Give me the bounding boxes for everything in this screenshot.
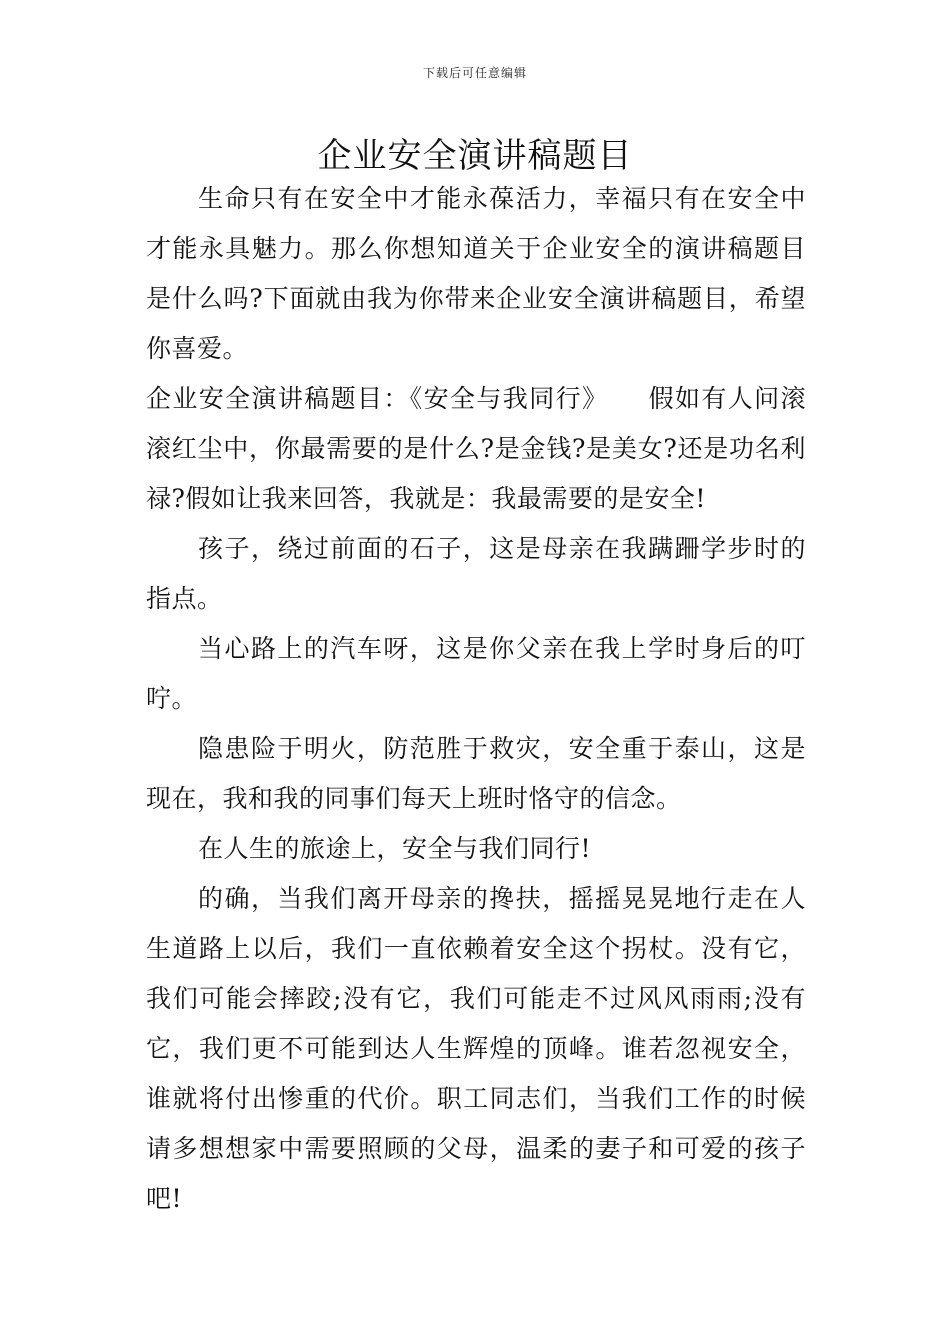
document-body — [146, 174, 806, 1224]
paragraph-subtitle: 企业安全演讲稿题目：《安全与我同行》 假如有人问滚滚红尘中，你最需要的是什么?是金钱?是美女?还是功名利禄?假如让我来回答，我就是：我最需要的是安全! — [146, 384, 806, 513]
paragraph-belief: 隐患险于明火，防范胜于救灾，安全重于泰山，这是现在，我和我的同事们每天上班时恪守的信念。 — [146, 734, 806, 813]
paragraph-father: 当心路上的汽车呀，这是你父亲在我上学时身后的叮咛。 — [146, 634, 806, 713]
paragraph-intro: 生命只有在安全中才能永葆活力，幸福只有在安全中才能永具魅力。那么你想知道关于企业安全的演讲稿题目是什么吗?下面就由我为你带来企业安全演讲稿题目，希望你喜爱。 — [146, 184, 806, 363]
paragraph-journey: 在人生的旅途上，安全与我们同行! — [198, 834, 592, 863]
paragraph-mother: 孩子，绕过前面的石子，这是母亲在我蹒跚学步时的指点。 — [146, 534, 806, 613]
document-title: 企业安全演讲稿题目 — [317, 136, 633, 176]
paragraph-reliance: 的确，当我们离开母亲的搀扶，摇摇晃晃地行走在人生道路上以后，我们一直依赖着安全这个拐杖。没有它，我们可能会摔跤;没有它，我们可能走不过风风雨雨;没有它，我们更不可能到达人生辉煌的顶峰。谁若忽视安全，谁就将付出惨重的代价。职工同志们，当我们工作的时候请多想想家中需要照顾的父母，温柔的妻子和可爱的孩子吧! — [146, 884, 806, 1213]
header-note: 下载后可任意编辑 — [422, 66, 527, 80]
